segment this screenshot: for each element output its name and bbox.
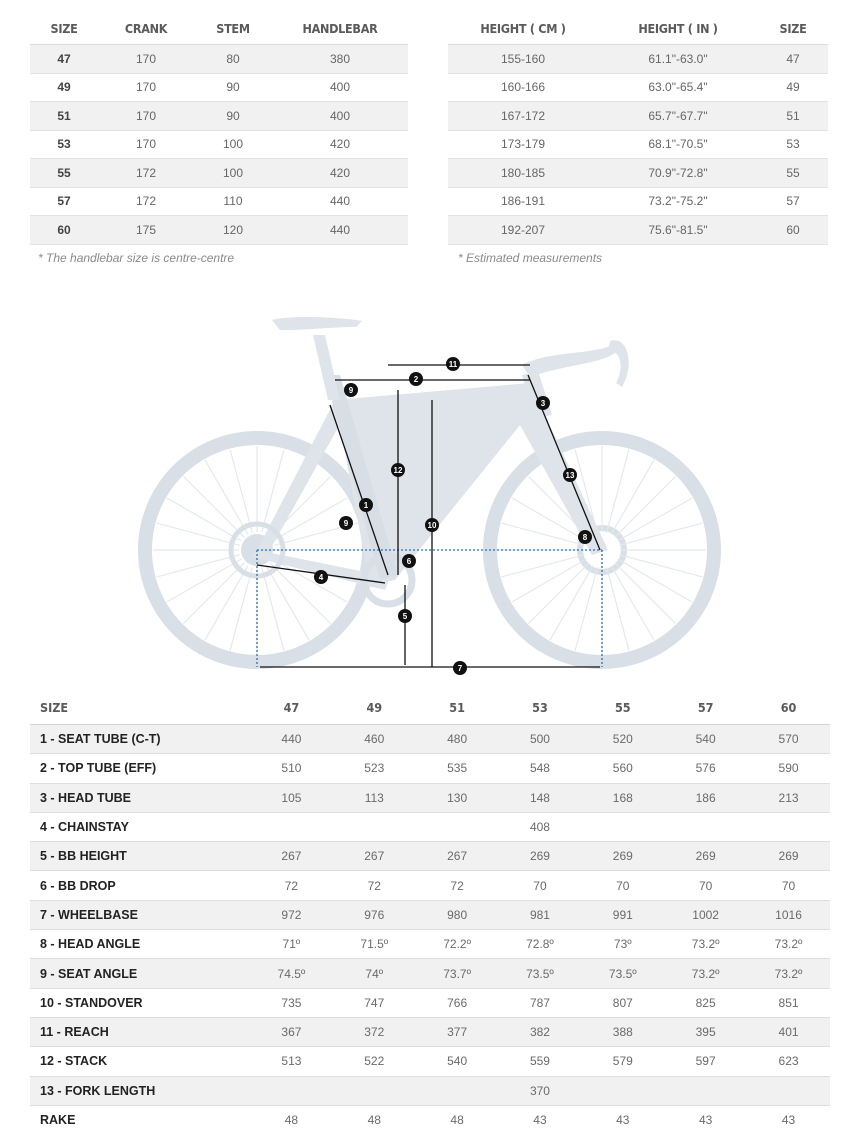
- spoke: [230, 450, 252, 533]
- table-cell: 120: [194, 216, 272, 245]
- size-table-row: [30, 130, 408, 159]
- spoke: [575, 567, 597, 650]
- geometry-value: 73.2º: [747, 959, 830, 988]
- table-cell: 47: [758, 45, 828, 74]
- table-cell: 51: [758, 102, 828, 131]
- table-cell: 70.9"-72.8": [598, 159, 758, 188]
- marker-number: 12: [393, 466, 403, 476]
- dimension-marker: [425, 518, 439, 532]
- geometry-value: 48: [367, 1113, 381, 1127]
- geometry-value: 70: [581, 871, 664, 900]
- geometry-value: 105: [250, 783, 333, 812]
- table-cell: 170: [98, 73, 194, 102]
- geometry-value: 401: [747, 1017, 830, 1046]
- geometry-row-label: RAKE: [40, 1113, 76, 1127]
- geometry-row-label: 7 - WHEELBASE: [30, 900, 250, 929]
- geometry-value: 269: [664, 842, 747, 871]
- dimension-marker: [359, 498, 373, 512]
- marker-number: 4: [318, 573, 324, 583]
- geometry-value: 1002: [664, 900, 747, 929]
- table-cell: 80: [194, 45, 272, 74]
- table-cell: 60: [30, 216, 98, 245]
- geometry-value: 73.2º: [747, 930, 830, 959]
- geometry-value: [416, 1076, 499, 1105]
- geometry-value: [581, 812, 664, 841]
- geometry-value: 540: [664, 725, 747, 754]
- dimension-marker: [339, 516, 353, 530]
- handlebar-footnote: * The handlebar size is centre-centre: [38, 251, 235, 265]
- geometry-value: [664, 1076, 747, 1105]
- geometry-value: 440: [250, 725, 333, 754]
- geometry-value: 851: [747, 988, 830, 1017]
- marker-number: 1: [363, 501, 369, 511]
- spoke: [230, 567, 252, 650]
- table-cell: 49: [758, 73, 828, 102]
- dimension-marker: [402, 554, 416, 568]
- height-table: [448, 12, 828, 245]
- geometry-value: 71º: [250, 930, 333, 959]
- column-header: 47: [250, 690, 333, 725]
- geometry-value: 70: [747, 871, 830, 900]
- table-cell: 420: [272, 159, 408, 188]
- table-cell: 192-207: [448, 216, 598, 245]
- height-table-row: [448, 45, 828, 74]
- marker-number: 11: [448, 360, 458, 370]
- geometry-value: 186: [664, 783, 747, 812]
- spoke: [502, 555, 585, 577]
- geometry-value: 73.7º: [416, 959, 499, 988]
- table-cell: 57: [30, 187, 98, 216]
- marker-number: 9: [348, 386, 354, 396]
- handlebar-drop: [608, 340, 629, 387]
- table-cell: 90: [194, 102, 272, 131]
- geometry-value: 408: [499, 812, 582, 841]
- size-table-row: [30, 73, 408, 102]
- column-header: 51: [416, 690, 499, 725]
- geometry-value: 579: [581, 1047, 664, 1076]
- geometry-value: 73.5º: [499, 959, 582, 988]
- table-cell: 65.7"-67.7": [598, 102, 758, 131]
- table-cell: 68.1"-70.5": [598, 130, 758, 159]
- table-cell: 60: [758, 216, 828, 245]
- marker-number: 9: [343, 519, 349, 529]
- geometry-row-label: 4 - CHAINSTAY: [30, 812, 250, 841]
- dimension-marker: [446, 357, 460, 371]
- height-table-row: [448, 187, 828, 216]
- table-cell: 167-172: [448, 102, 598, 131]
- geometry-table: [30, 690, 830, 1134]
- table-cell: 100: [194, 130, 272, 159]
- spoke: [528, 563, 589, 624]
- table-cell: 100: [194, 159, 272, 188]
- geometry-value: 168: [581, 783, 664, 812]
- geometry-value: 991: [581, 900, 664, 929]
- dimension-marker: [536, 396, 550, 410]
- spoke: [607, 567, 629, 650]
- geometry-value: 976: [333, 900, 416, 929]
- geometry-value: 72: [333, 871, 416, 900]
- geometry-value: 520: [581, 725, 664, 754]
- geometry-value: [250, 812, 333, 841]
- geometry-value: 370: [499, 1076, 582, 1105]
- table-cell: 47: [30, 45, 98, 74]
- geometry-row: [30, 754, 830, 783]
- geometry-value: 367: [250, 1017, 333, 1046]
- geometry-value: [416, 812, 499, 841]
- geometry-value: 43: [698, 1113, 713, 1127]
- geometry-value: 113: [333, 783, 416, 812]
- estimated-footnote: * Estimated measurements: [458, 251, 603, 265]
- table-cell: 420: [272, 130, 408, 159]
- column-header: 49: [333, 690, 416, 725]
- table-cell: 55: [758, 159, 828, 188]
- size-table-row: [30, 216, 408, 245]
- table-cell: 57: [758, 187, 828, 216]
- geometry-value: 747: [333, 988, 416, 1017]
- geometry-row: [30, 871, 830, 900]
- bike-silhouette: [145, 317, 714, 662]
- geometry-row: [30, 842, 830, 871]
- geometry-value: 980: [416, 900, 499, 929]
- geometry-value: 72.2º: [416, 930, 499, 959]
- geometry-value: 73.5º: [581, 959, 664, 988]
- height-table-row: [448, 130, 828, 159]
- geometry-value: 766: [416, 988, 499, 1017]
- geometry-value: 130: [416, 783, 499, 812]
- geometry-row: [30, 930, 830, 959]
- geometry-row-label: 8 - HEAD ANGLE: [30, 930, 250, 959]
- geometry-row-label: 12 - STACK: [30, 1047, 250, 1076]
- column-header: 53: [499, 690, 582, 725]
- geometry-value: 269: [581, 842, 664, 871]
- geometry-row-label: 10 - STANDOVER: [30, 988, 250, 1017]
- geometry-value: 500: [499, 725, 582, 754]
- column-header: 55: [581, 690, 664, 725]
- geometry-value: 559: [499, 1047, 582, 1076]
- geometry-value: 787: [499, 988, 582, 1017]
- marker-number: 6: [406, 557, 412, 567]
- geometry-value: 570: [747, 725, 830, 754]
- geometry-value: 71.5º: [333, 930, 416, 959]
- height-table-row: [448, 102, 828, 131]
- table-cell: 186-191: [448, 187, 598, 216]
- saddle: [272, 317, 362, 330]
- geometry-value: 269: [747, 842, 830, 871]
- geometry-table-header-row: [30, 690, 830, 725]
- table-cell: 173-179: [448, 130, 598, 159]
- dimension-marker: [563, 468, 577, 482]
- geometry-row-label: 6 - BB DROP: [30, 871, 250, 900]
- geometry-value: 560: [581, 754, 664, 783]
- table-cell: 172: [98, 159, 194, 188]
- geometry-row-label: 3 - HEAD TUBE: [30, 783, 250, 812]
- column-header: HEIGHT ( IN ): [598, 12, 758, 45]
- geometry-value: 72.8º: [499, 930, 582, 959]
- column-header: CRANK: [98, 12, 194, 45]
- geometry-value: 73.2º: [664, 930, 747, 959]
- table-cell: 180-185: [448, 159, 598, 188]
- geometry-row: [30, 959, 830, 988]
- geometry-value: 513: [250, 1047, 333, 1076]
- geometry-value: 73º: [581, 930, 664, 959]
- column-header: SIZE: [30, 690, 250, 725]
- column-header: 60: [747, 690, 830, 725]
- geometry-value: 590: [747, 754, 830, 783]
- geometry-value: 510: [250, 754, 333, 783]
- geometry-value: 48: [284, 1113, 299, 1127]
- spoke: [619, 523, 702, 545]
- geometry-value: 48: [450, 1113, 464, 1127]
- table-cell: 170: [98, 45, 194, 74]
- geometry-value: 522: [333, 1047, 416, 1076]
- geometry-value: 382: [499, 1017, 582, 1046]
- dimension-marker: [391, 463, 405, 477]
- geometry-value: 269: [499, 842, 582, 871]
- geometry-row-label: 9 - SEAT ANGLE: [30, 959, 250, 988]
- column-header: HEIGHT ( CM ): [448, 12, 598, 45]
- height-table-row: [448, 73, 828, 102]
- table-cell: 55: [30, 159, 98, 188]
- geometry-value: 72: [416, 871, 499, 900]
- size-table-row: [30, 45, 408, 74]
- geometry-row: [30, 783, 830, 812]
- height-table-row: [448, 216, 828, 245]
- geometry-value: 597: [664, 1047, 747, 1076]
- spoke: [183, 563, 244, 624]
- geometry-value: 267: [416, 842, 499, 871]
- geometry-value: 43: [781, 1113, 796, 1127]
- table-cell: 172: [98, 187, 194, 216]
- geometry-value: 540: [416, 1047, 499, 1076]
- size-table-row: [30, 102, 408, 131]
- geometry-value: 70: [499, 871, 582, 900]
- marker-number: 10: [427, 521, 437, 531]
- handlebar: [522, 343, 618, 377]
- spoke: [157, 523, 240, 545]
- marker-number: 13: [565, 471, 575, 481]
- spoke: [619, 555, 702, 577]
- geometry-value: 74º: [333, 959, 416, 988]
- column-header: SIZE: [758, 12, 828, 45]
- marker-number: 8: [582, 533, 588, 543]
- seatpost: [313, 335, 340, 400]
- geometry-row-label: 5 - BB HEIGHT: [30, 842, 250, 871]
- table-cell: 53: [758, 130, 828, 159]
- geometry-row: [30, 900, 830, 929]
- geometry-row: [30, 988, 830, 1017]
- table-cell: 155-160: [448, 45, 598, 74]
- dimension-marker: [453, 661, 467, 675]
- marker-number: 3: [540, 399, 546, 409]
- geometry-value: 623: [747, 1047, 830, 1076]
- dimension-marker: [398, 609, 412, 623]
- size-table: [30, 12, 408, 245]
- table-cell: 170: [98, 102, 194, 131]
- bike-geometry-diagram: [130, 305, 730, 685]
- geometry-value: 377: [416, 1017, 499, 1046]
- table-cell: 175: [98, 216, 194, 245]
- geometry-row: [30, 1076, 830, 1105]
- spoke: [502, 523, 585, 545]
- table-cell: 90: [194, 73, 272, 102]
- dimension-marker: [409, 372, 423, 386]
- table-cell: 110: [194, 187, 272, 216]
- geometry-value: 576: [664, 754, 747, 783]
- geometry-row: [30, 725, 830, 754]
- geometry-row-label: 2 - TOP TUBE (EFF): [30, 754, 250, 783]
- geometry-value: [250, 1076, 333, 1105]
- spoke: [262, 567, 284, 650]
- geometry-value: 460: [333, 725, 416, 754]
- geometry-value: 388: [581, 1017, 664, 1046]
- height-table-row: [448, 159, 828, 188]
- geometry-value: [581, 1076, 664, 1105]
- size-table-header-row: [30, 12, 408, 45]
- geometry-row: [30, 1105, 830, 1134]
- dimension-marker: [344, 383, 358, 397]
- geometry-value: 807: [581, 988, 664, 1017]
- column-header: HANDLEBAR: [272, 12, 408, 45]
- table-cell: 49: [30, 73, 98, 102]
- geometry-value: 735: [250, 988, 333, 1017]
- table-cell: 440: [272, 216, 408, 245]
- marker-number: 7: [457, 664, 463, 674]
- spoke: [615, 476, 676, 537]
- geometry-row: [30, 1047, 830, 1076]
- marker-number: 5: [402, 612, 408, 622]
- geometry-value: 825: [664, 988, 747, 1017]
- table-cell: 53: [30, 130, 98, 159]
- marker-number: 2: [413, 375, 419, 385]
- table-cell: 73.2"-75.2": [598, 187, 758, 216]
- geometry-value: 43: [616, 1113, 630, 1127]
- geometry-value: [664, 812, 747, 841]
- geometry-value: 73.2º: [664, 959, 747, 988]
- geometry-row: [30, 812, 830, 841]
- size-table-row: [30, 187, 408, 216]
- table-cell: 440: [272, 187, 408, 216]
- spoke: [157, 555, 240, 577]
- column-header: STEM: [194, 12, 272, 45]
- dimension-marker: [314, 570, 328, 584]
- geometry-row-label: 1 - SEAT TUBE (C-T): [30, 725, 250, 754]
- height-table-header-row: [448, 12, 828, 45]
- geometry-row-label: 13 - FORK LENGTH: [30, 1076, 250, 1105]
- geometry-value: 1016: [747, 900, 830, 929]
- table-cell: 61.1"-63.0": [598, 45, 758, 74]
- geometry-value: [747, 812, 830, 841]
- geometry-value: 480: [416, 725, 499, 754]
- dimension-marker: [578, 530, 592, 544]
- geometry-value: 267: [250, 842, 333, 871]
- table-cell: 170: [98, 130, 194, 159]
- table-cell: 400: [272, 102, 408, 131]
- table-cell: 63.0"-65.4": [598, 73, 758, 102]
- geometry-row: [30, 1017, 830, 1046]
- geometry-value: 213: [747, 783, 830, 812]
- table-cell: 51: [30, 102, 98, 131]
- geometry-value: 74.5º: [250, 959, 333, 988]
- geometry-row-label: 11 - REACH: [30, 1017, 250, 1046]
- table-cell: 400: [272, 73, 408, 102]
- table-cell: 380: [272, 45, 408, 74]
- geometry-value: 981: [499, 900, 582, 929]
- size-table-row: [30, 159, 408, 188]
- geometry-value: 395: [664, 1017, 747, 1046]
- geometry-value: 523: [333, 754, 416, 783]
- column-header: SIZE: [30, 12, 98, 45]
- table-cell: 160-166: [448, 73, 598, 102]
- geometry-value: 72: [250, 871, 333, 900]
- spoke: [607, 450, 629, 533]
- column-header: 57: [664, 690, 747, 725]
- table-cell: 75.6"-81.5": [598, 216, 758, 245]
- geometry-value: 972: [250, 900, 333, 929]
- geometry-value: 372: [333, 1017, 416, 1046]
- geometry-value: 43: [533, 1113, 547, 1127]
- geometry-value: [747, 1076, 830, 1105]
- geometry-value: [333, 812, 416, 841]
- geometry-value: 535: [416, 754, 499, 783]
- geometry-value: 548: [499, 754, 582, 783]
- geometry-value: 148: [499, 783, 582, 812]
- geometry-value: 70: [664, 871, 747, 900]
- spoke: [615, 563, 676, 624]
- spoke: [183, 476, 244, 537]
- geometry-value: [333, 1076, 416, 1105]
- geometry-value: 267: [333, 842, 416, 871]
